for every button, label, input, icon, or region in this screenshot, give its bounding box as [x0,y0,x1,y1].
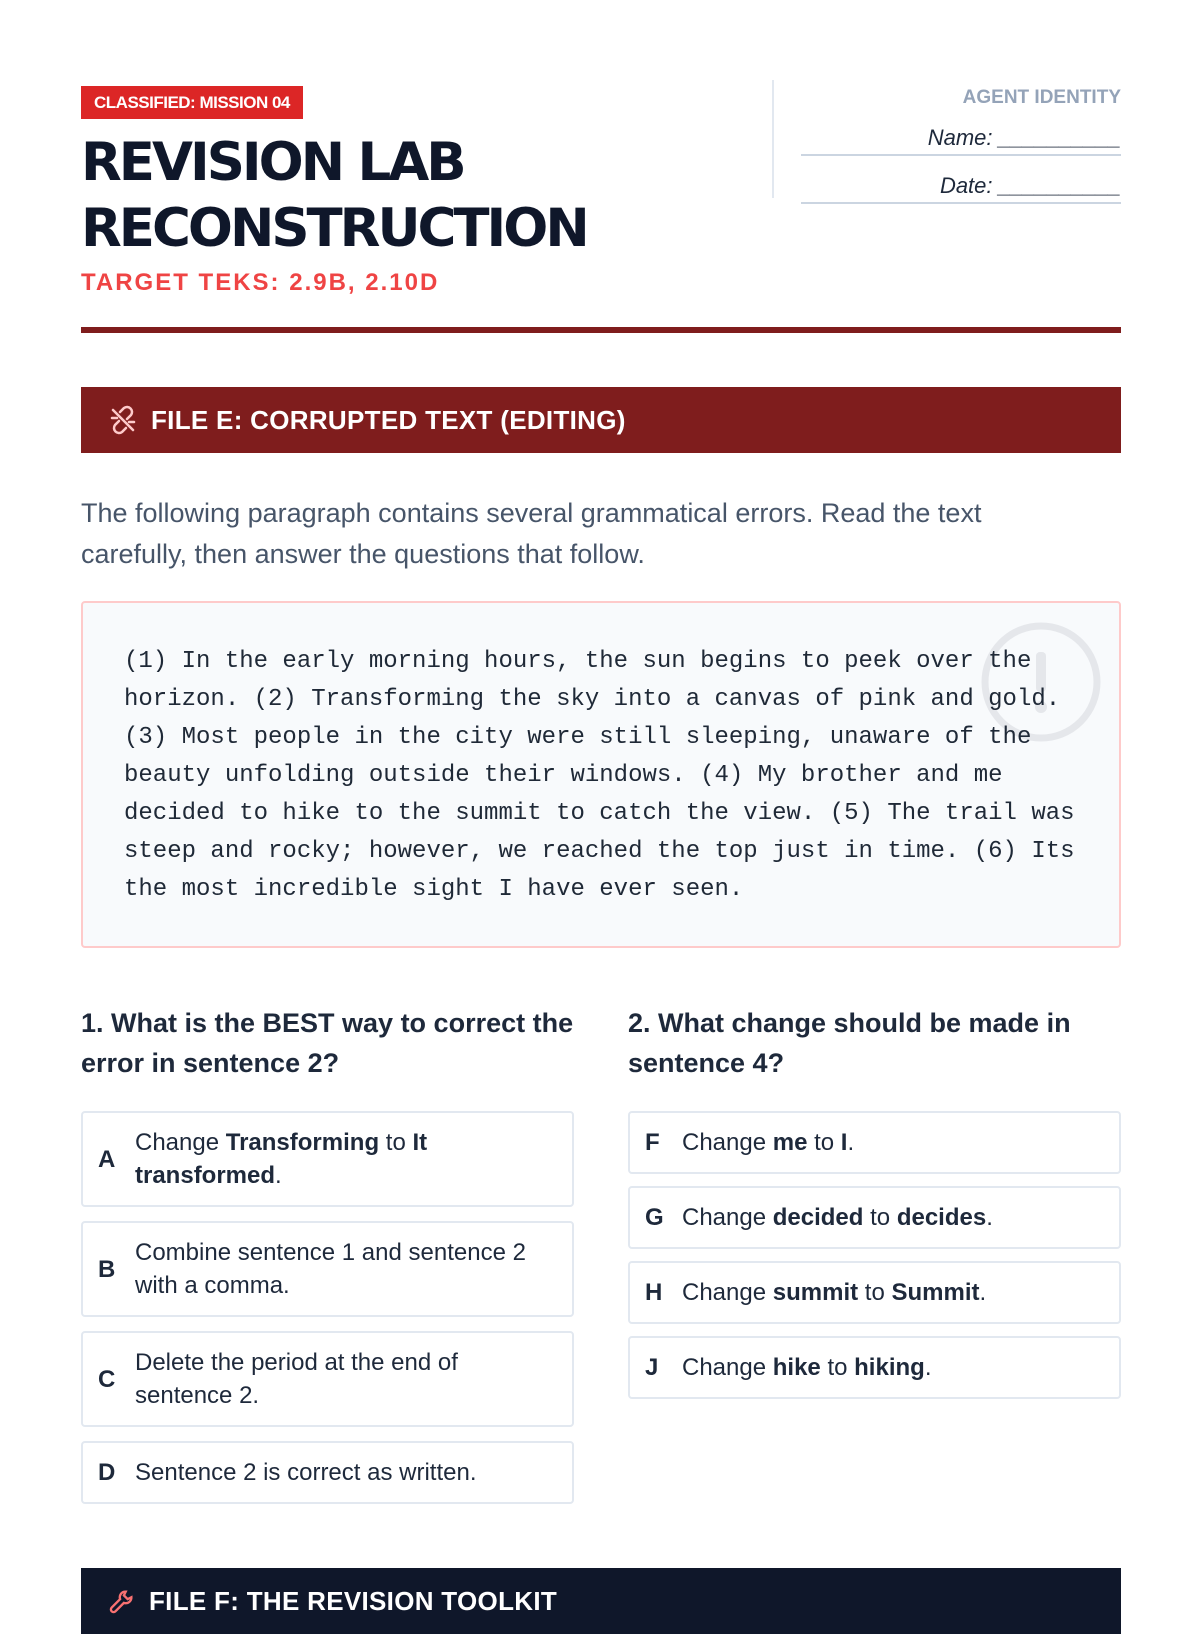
passage-text: (1) In the early morning hours, the sun begins to peek over the horizon. (2) Transforming the sky into a canvas of pink and gold. (3) Most people in the city were still sleeping, unaware of the beauty unfolding outside their windows. (4) My brother and me decided to hike to the summit to catch the view. (5) The trail was steep and rocky; however, we reached the top just in time. (6) Its the most incredible sight I have ever seen. [124,648,1075,903]
answer-option-b[interactable] [81,1221,574,1317]
answer-option-a[interactable] [81,1111,574,1207]
broken-link-icon [107,404,139,436]
title-line-2: RECONSTRUCTION [81,198,587,259]
title-line-1: REVISION LAB [81,132,464,193]
option-text: Delete the period at the end of sentence 2. [135,1349,458,1409]
section-e-banner [81,387,1121,453]
option-letter: A [98,1145,116,1173]
answer-option-f[interactable] [628,1111,1121,1174]
answer-option-h[interactable] [628,1261,1121,1324]
option-letter: B [98,1255,116,1283]
option-text: Change Transforming to It transformed. [135,1129,428,1189]
agent-identity-block [801,86,1121,204]
answer-option-j[interactable] [628,1336,1121,1399]
option-letter: D [98,1459,116,1486]
worksheet-header [81,86,1121,336]
option-letter: H [645,1279,663,1306]
section-f-banner [81,1568,1121,1634]
classified-badge: CLASSIFIED: MISSION 04 [81,86,303,119]
option-text: Change me to I. [682,1129,855,1156]
section-f-title: FILE F: THE REVISION TOOLKIT [149,1585,558,1616]
date-field[interactable]: Date: __________ [801,168,1121,204]
question-2 [628,1003,1121,1413]
agent-identity-label: AGENT IDENTITY [962,87,1121,108]
option-text: Change hike to hiking. [682,1354,932,1381]
option-text: Sentence 2 is correct as written. [135,1459,477,1486]
option-letter: F [645,1129,660,1156]
question-2-prompt: 2. What change should be made in sentence 4? [628,1008,1071,1078]
page-title [81,130,587,262]
answer-option-c[interactable] [81,1331,574,1427]
section-e-title: FILE E: CORRUPTED TEXT (EDITING) [151,404,626,435]
option-text: Change decided to decides. [682,1204,993,1231]
corrupted-passage-box [81,601,1121,948]
question-1-prompt: 1. What is the BEST way to correct the error in sentence 2? [81,1008,574,1078]
option-letter: G [645,1204,664,1231]
option-text: Combine sentence 1 and sentence 2 with a comma. [135,1239,526,1299]
target-teks: TARGET TEKS: 2.9B, 2.10D [81,269,440,296]
section-e-intro: The following paragraph contains several grammatical errors. Read the text carefully, then answer the questions that follow. [81,498,982,569]
question-1 [81,1003,574,1518]
header-rule [81,327,1121,333]
header-divider [772,80,774,198]
answer-option-g[interactable] [628,1186,1121,1249]
tools-icon [107,1586,137,1616]
answer-option-d[interactable] [81,1441,574,1504]
option-letter: J [645,1354,659,1381]
option-text: Change summit to Summit. [682,1279,987,1306]
name-field[interactable]: Name: __________ [801,120,1121,156]
option-letter: C [98,1365,116,1393]
